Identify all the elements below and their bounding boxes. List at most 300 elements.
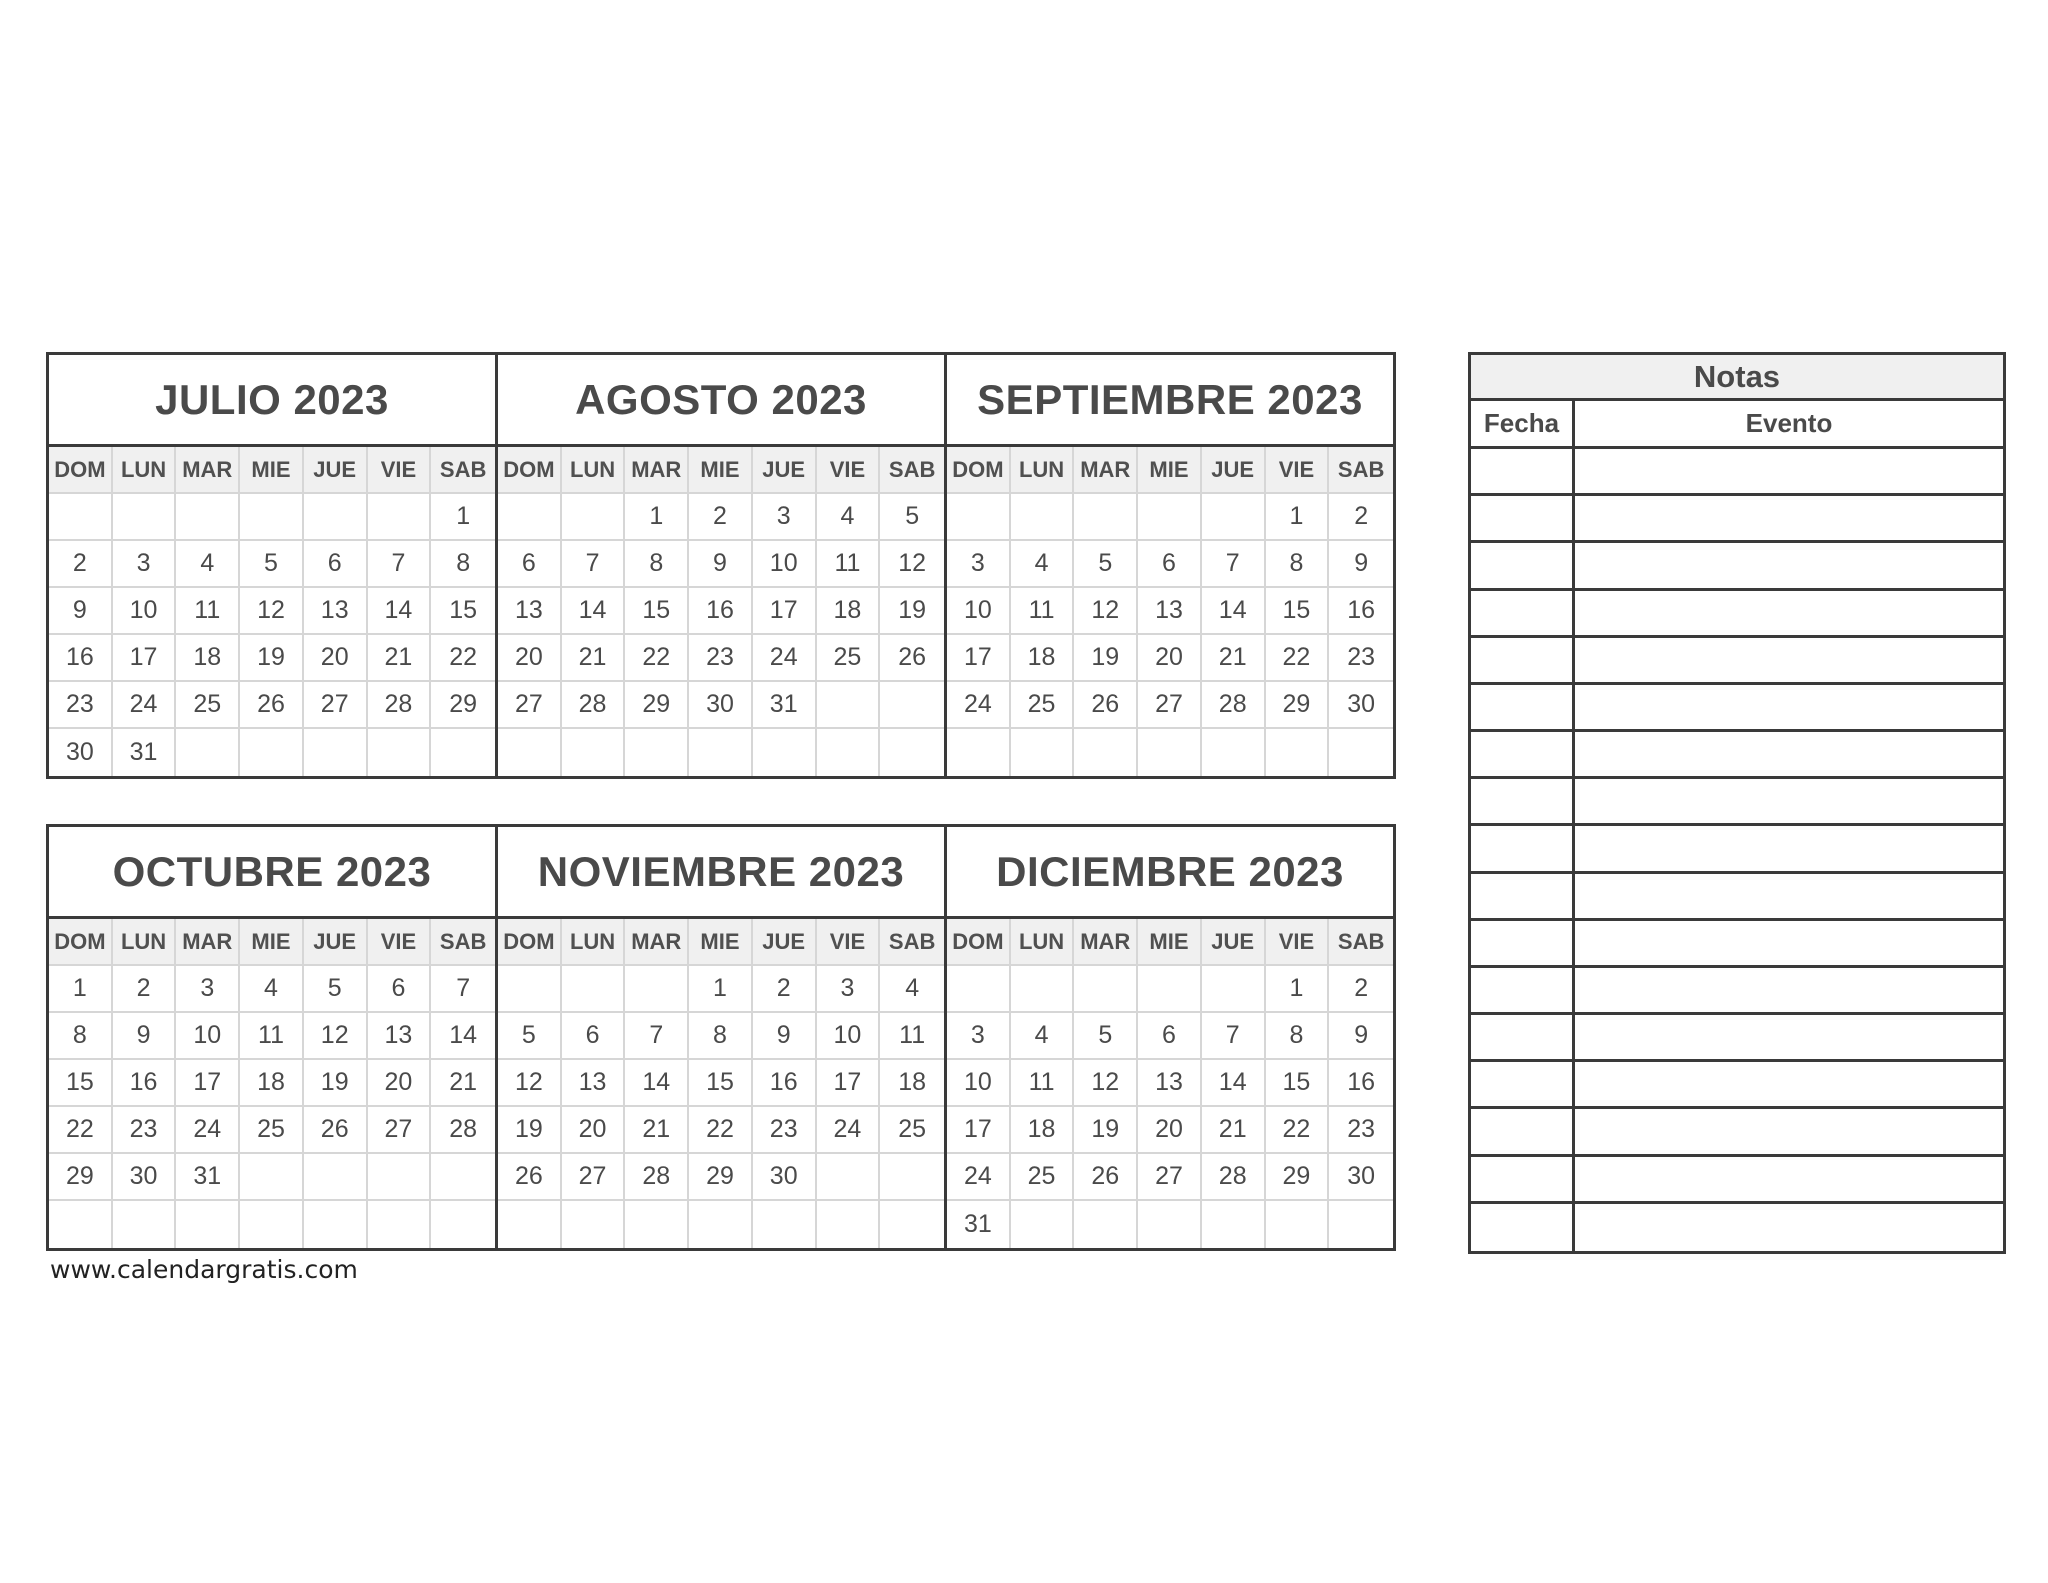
weekday-header: MIE xyxy=(240,447,304,494)
day-cell: 1 xyxy=(625,494,689,541)
month-title: AGOSTO 2023 xyxy=(498,355,944,447)
day-cell: 21 xyxy=(431,1060,495,1107)
day-cell: 31 xyxy=(176,1154,240,1201)
day-cell xyxy=(880,682,944,729)
day-cell: 18 xyxy=(880,1060,944,1107)
day-cell: 30 xyxy=(1329,682,1393,729)
day-cell: 10 xyxy=(947,1060,1011,1107)
day-cell xyxy=(625,729,689,776)
day-cell: 30 xyxy=(753,1154,817,1201)
notes-date-cell xyxy=(1471,1109,1575,1156)
day-cell: 10 xyxy=(113,588,177,635)
month-title: DICIEMBRE 2023 xyxy=(947,827,1393,919)
day-cell xyxy=(1011,1201,1075,1248)
day-cell: 2 xyxy=(689,494,753,541)
day-cell: 23 xyxy=(1329,635,1393,682)
day-cell: 12 xyxy=(880,541,944,588)
month-calendar xyxy=(495,352,947,779)
month-grid xyxy=(49,447,495,776)
day-cell xyxy=(562,494,626,541)
day-cell: 22 xyxy=(625,635,689,682)
day-cell xyxy=(562,966,626,1013)
day-cell: 16 xyxy=(49,635,113,682)
day-cell: 28 xyxy=(625,1154,689,1201)
day-cell: 4 xyxy=(1011,1013,1075,1060)
day-cell xyxy=(880,1154,944,1201)
day-cell xyxy=(113,494,177,541)
day-cell: 20 xyxy=(1138,1107,1202,1154)
day-cell: 8 xyxy=(1266,541,1330,588)
day-cell xyxy=(947,966,1011,1013)
day-cell xyxy=(49,494,113,541)
day-cell: 20 xyxy=(1138,635,1202,682)
day-cell: 13 xyxy=(1138,588,1202,635)
day-cell: 11 xyxy=(240,1013,304,1060)
day-cell: 6 xyxy=(368,966,432,1013)
notes-date-cell xyxy=(1471,826,1575,873)
weekday-header: MAR xyxy=(625,919,689,966)
day-cell: 5 xyxy=(240,541,304,588)
notes-date-cell xyxy=(1471,638,1575,685)
day-cell: 21 xyxy=(1202,635,1266,682)
notes-date-header: Fecha xyxy=(1471,401,1575,449)
day-cell: 2 xyxy=(1329,966,1393,1013)
notes-panel xyxy=(1468,352,2006,1254)
day-cell: 25 xyxy=(240,1107,304,1154)
day-cell: 15 xyxy=(431,588,495,635)
day-cell: 11 xyxy=(817,541,881,588)
day-cell: 18 xyxy=(1011,1107,1075,1154)
weekday-header: JUE xyxy=(753,447,817,494)
weekday-header: JUE xyxy=(1202,447,1266,494)
day-cell: 30 xyxy=(113,1154,177,1201)
day-cell: 4 xyxy=(176,541,240,588)
day-cell xyxy=(498,494,562,541)
weekday-header: DOM xyxy=(49,447,113,494)
day-cell: 9 xyxy=(689,541,753,588)
day-cell xyxy=(304,1201,368,1248)
day-cell: 28 xyxy=(1202,1154,1266,1201)
day-cell: 26 xyxy=(240,682,304,729)
day-cell: 23 xyxy=(753,1107,817,1154)
day-cell: 4 xyxy=(1011,541,1075,588)
day-cell: 2 xyxy=(1329,494,1393,541)
day-cell: 27 xyxy=(498,682,562,729)
day-cell: 29 xyxy=(1266,1154,1330,1201)
day-cell xyxy=(1138,1201,1202,1248)
day-cell: 9 xyxy=(753,1013,817,1060)
month-calendar xyxy=(944,352,1396,779)
day-cell: 11 xyxy=(880,1013,944,1060)
day-cell: 20 xyxy=(304,635,368,682)
notes-event-cell xyxy=(1575,779,2003,826)
weekday-header: SAB xyxy=(431,919,495,966)
day-cell: 27 xyxy=(1138,1154,1202,1201)
month-calendar xyxy=(944,824,1396,1251)
notes-event-cell xyxy=(1575,1015,2003,1062)
notes-date-cell xyxy=(1471,1204,1575,1251)
day-cell: 26 xyxy=(1074,682,1138,729)
day-cell xyxy=(1329,1201,1393,1248)
weekday-header: SAB xyxy=(1329,447,1393,494)
day-cell: 22 xyxy=(431,635,495,682)
day-cell xyxy=(753,1201,817,1248)
day-cell: 26 xyxy=(304,1107,368,1154)
day-cell: 16 xyxy=(1329,588,1393,635)
day-cell: 31 xyxy=(947,1201,1011,1248)
notes-date-cell xyxy=(1471,921,1575,968)
day-cell xyxy=(304,494,368,541)
month-title: NOVIEMBRE 2023 xyxy=(498,827,944,919)
notes-event-cell xyxy=(1575,591,2003,638)
day-cell: 29 xyxy=(49,1154,113,1201)
day-cell xyxy=(1011,729,1075,776)
notes-event-cell xyxy=(1575,826,2003,873)
day-cell: 8 xyxy=(431,541,495,588)
day-cell xyxy=(113,1201,177,1248)
day-cell: 12 xyxy=(304,1013,368,1060)
day-cell: 22 xyxy=(1266,1107,1330,1154)
day-cell xyxy=(304,729,368,776)
day-cell: 25 xyxy=(1011,1154,1075,1201)
day-cell xyxy=(1138,966,1202,1013)
day-cell: 22 xyxy=(689,1107,753,1154)
notes-event-cell xyxy=(1575,874,2003,921)
day-cell: 17 xyxy=(753,588,817,635)
day-cell: 14 xyxy=(1202,1060,1266,1107)
notes-event-cell xyxy=(1575,543,2003,590)
weekday-header: MAR xyxy=(176,447,240,494)
day-cell: 6 xyxy=(304,541,368,588)
notes-date-cell xyxy=(1471,1015,1575,1062)
day-cell: 28 xyxy=(562,682,626,729)
day-cell xyxy=(817,1154,881,1201)
month-grid xyxy=(947,919,1393,1248)
day-cell xyxy=(498,1201,562,1248)
weekday-header: JUE xyxy=(304,447,368,494)
day-cell: 26 xyxy=(1074,1154,1138,1201)
weekday-header: LUN xyxy=(562,447,626,494)
day-cell: 23 xyxy=(1329,1107,1393,1154)
day-cell: 26 xyxy=(880,635,944,682)
day-cell: 9 xyxy=(113,1013,177,1060)
day-cell: 28 xyxy=(368,682,432,729)
day-cell: 5 xyxy=(304,966,368,1013)
notes-event-cell xyxy=(1575,921,2003,968)
day-cell: 3 xyxy=(947,541,1011,588)
day-cell xyxy=(1074,1201,1138,1248)
day-cell: 14 xyxy=(368,588,432,635)
weekday-header: VIE xyxy=(368,447,432,494)
day-cell xyxy=(880,729,944,776)
day-cell: 2 xyxy=(49,541,113,588)
weekday-header: MIE xyxy=(689,447,753,494)
day-cell xyxy=(1074,966,1138,1013)
day-cell xyxy=(947,494,1011,541)
day-cell: 17 xyxy=(113,635,177,682)
day-cell: 29 xyxy=(431,682,495,729)
day-cell xyxy=(498,966,562,1013)
day-cell xyxy=(240,494,304,541)
day-cell xyxy=(1202,729,1266,776)
day-cell: 1 xyxy=(1266,966,1330,1013)
day-cell: 7 xyxy=(562,541,626,588)
notes-date-cell xyxy=(1471,591,1575,638)
day-cell xyxy=(176,1201,240,1248)
day-cell: 19 xyxy=(498,1107,562,1154)
day-cell: 4 xyxy=(240,966,304,1013)
day-cell xyxy=(240,729,304,776)
day-cell xyxy=(562,729,626,776)
day-cell: 22 xyxy=(1266,635,1330,682)
day-cell: 15 xyxy=(625,588,689,635)
day-cell: 27 xyxy=(304,682,368,729)
day-cell: 29 xyxy=(689,1154,753,1201)
notes-date-cell xyxy=(1471,685,1575,732)
day-cell: 7 xyxy=(1202,541,1266,588)
day-cell xyxy=(817,1201,881,1248)
day-cell xyxy=(562,1201,626,1248)
weekday-header: LUN xyxy=(113,447,177,494)
day-cell: 7 xyxy=(431,966,495,1013)
weekday-header: VIE xyxy=(817,919,881,966)
notes-date-cell xyxy=(1471,732,1575,779)
day-cell: 25 xyxy=(880,1107,944,1154)
day-cell xyxy=(880,1201,944,1248)
notes-date-cell xyxy=(1471,874,1575,921)
day-cell: 8 xyxy=(1266,1013,1330,1060)
notes-event-cell xyxy=(1575,638,2003,685)
notes-date-cell xyxy=(1471,1062,1575,1109)
day-cell: 28 xyxy=(431,1107,495,1154)
day-cell: 30 xyxy=(1329,1154,1393,1201)
day-cell xyxy=(49,1201,113,1248)
day-cell xyxy=(368,494,432,541)
day-cell: 3 xyxy=(947,1013,1011,1060)
day-cell: 24 xyxy=(947,682,1011,729)
day-cell: 19 xyxy=(880,588,944,635)
day-cell: 1 xyxy=(431,494,495,541)
day-cell: 25 xyxy=(176,682,240,729)
day-cell: 7 xyxy=(368,541,432,588)
notes-event-cell xyxy=(1575,496,2003,543)
weekday-header: LUN xyxy=(562,919,626,966)
day-cell: 13 xyxy=(498,588,562,635)
day-cell xyxy=(1202,966,1266,1013)
day-cell: 29 xyxy=(1266,682,1330,729)
notes-event-cell xyxy=(1575,1204,2003,1251)
day-cell xyxy=(431,1201,495,1248)
day-cell xyxy=(1202,494,1266,541)
day-cell: 26 xyxy=(498,1154,562,1201)
day-cell: 4 xyxy=(880,966,944,1013)
notes-date-cell xyxy=(1471,968,1575,1015)
month-grid xyxy=(49,919,495,1248)
day-cell: 27 xyxy=(562,1154,626,1201)
day-cell xyxy=(625,1201,689,1248)
day-cell: 21 xyxy=(562,635,626,682)
day-cell: 10 xyxy=(947,588,1011,635)
day-cell: 10 xyxy=(753,541,817,588)
notes-title: Notas xyxy=(1471,355,2003,401)
day-cell xyxy=(1138,494,1202,541)
day-cell xyxy=(1266,1201,1330,1248)
day-cell: 18 xyxy=(176,635,240,682)
notes-event-cell xyxy=(1575,1157,2003,1204)
weekday-header: JUE xyxy=(1202,919,1266,966)
weekday-header: VIE xyxy=(817,447,881,494)
day-cell: 21 xyxy=(1202,1107,1266,1154)
weekday-header: MIE xyxy=(689,919,753,966)
day-cell: 15 xyxy=(1266,588,1330,635)
day-cell: 9 xyxy=(1329,1013,1393,1060)
day-cell: 16 xyxy=(113,1060,177,1107)
weekday-header: VIE xyxy=(368,919,432,966)
day-cell: 28 xyxy=(1202,682,1266,729)
day-cell xyxy=(1138,729,1202,776)
day-cell: 13 xyxy=(1138,1060,1202,1107)
day-cell: 15 xyxy=(1266,1060,1330,1107)
weekday-header: LUN xyxy=(113,919,177,966)
day-cell: 2 xyxy=(753,966,817,1013)
day-cell xyxy=(176,494,240,541)
day-cell: 13 xyxy=(304,588,368,635)
day-cell xyxy=(1011,966,1075,1013)
day-cell: 3 xyxy=(113,541,177,588)
day-cell: 15 xyxy=(49,1060,113,1107)
day-cell: 24 xyxy=(176,1107,240,1154)
day-cell: 8 xyxy=(49,1013,113,1060)
month-calendar xyxy=(46,352,498,779)
day-cell: 16 xyxy=(1329,1060,1393,1107)
day-cell: 2 xyxy=(113,966,177,1013)
day-cell: 4 xyxy=(817,494,881,541)
day-cell: 19 xyxy=(240,635,304,682)
weekday-header: JUE xyxy=(753,919,817,966)
day-cell: 25 xyxy=(1011,682,1075,729)
month-grid xyxy=(947,447,1393,776)
weekday-header: DOM xyxy=(498,447,562,494)
day-cell: 20 xyxy=(368,1060,432,1107)
weekday-header: DOM xyxy=(947,919,1011,966)
day-cell: 29 xyxy=(625,682,689,729)
notes-event-cell xyxy=(1575,1062,2003,1109)
day-cell: 30 xyxy=(49,729,113,776)
day-cell: 27 xyxy=(1138,682,1202,729)
day-cell: 1 xyxy=(1266,494,1330,541)
weekday-header: DOM xyxy=(947,447,1011,494)
notes-date-cell xyxy=(1471,449,1575,496)
notes-date-cell xyxy=(1471,779,1575,826)
notes-event-cell xyxy=(1575,732,2003,779)
weekday-header: SAB xyxy=(1329,919,1393,966)
day-cell xyxy=(689,729,753,776)
day-cell: 19 xyxy=(1074,1107,1138,1154)
weekday-header: DOM xyxy=(498,919,562,966)
day-cell xyxy=(368,729,432,776)
weekday-header: LUN xyxy=(1011,447,1075,494)
day-cell: 21 xyxy=(368,635,432,682)
day-cell xyxy=(240,1201,304,1248)
month-calendar xyxy=(495,824,947,1251)
day-cell: 27 xyxy=(368,1107,432,1154)
day-cell: 8 xyxy=(689,1013,753,1060)
notes-date-cell xyxy=(1471,543,1575,590)
weekday-header: MIE xyxy=(240,919,304,966)
day-cell xyxy=(176,729,240,776)
day-cell: 17 xyxy=(947,635,1011,682)
day-cell: 3 xyxy=(753,494,817,541)
day-cell: 13 xyxy=(562,1060,626,1107)
day-cell: 9 xyxy=(49,588,113,635)
day-cell: 12 xyxy=(240,588,304,635)
day-cell: 24 xyxy=(753,635,817,682)
day-cell: 19 xyxy=(1074,635,1138,682)
day-cell xyxy=(1074,494,1138,541)
day-cell: 6 xyxy=(1138,1013,1202,1060)
day-cell: 15 xyxy=(689,1060,753,1107)
day-cell: 17 xyxy=(176,1060,240,1107)
day-cell: 12 xyxy=(498,1060,562,1107)
day-cell: 30 xyxy=(689,682,753,729)
day-cell: 31 xyxy=(113,729,177,776)
day-cell xyxy=(689,1201,753,1248)
day-cell xyxy=(1266,729,1330,776)
day-cell: 14 xyxy=(562,588,626,635)
day-cell: 18 xyxy=(817,588,881,635)
weekday-header: SAB xyxy=(880,447,944,494)
day-cell xyxy=(304,1154,368,1201)
weekday-header: MAR xyxy=(1074,919,1138,966)
day-cell: 9 xyxy=(1329,541,1393,588)
day-cell xyxy=(368,1201,432,1248)
day-cell: 24 xyxy=(113,682,177,729)
day-cell xyxy=(368,1154,432,1201)
weekday-header: JUE xyxy=(304,919,368,966)
day-cell: 18 xyxy=(240,1060,304,1107)
notes-event-cell xyxy=(1575,968,2003,1015)
weekday-header: SAB xyxy=(880,919,944,966)
day-cell: 17 xyxy=(947,1107,1011,1154)
day-cell: 5 xyxy=(880,494,944,541)
month-grid xyxy=(498,447,944,776)
day-cell: 12 xyxy=(1074,1060,1138,1107)
day-cell: 31 xyxy=(753,682,817,729)
weekday-header: VIE xyxy=(1266,447,1330,494)
weekday-header: DOM xyxy=(49,919,113,966)
day-cell: 10 xyxy=(176,1013,240,1060)
day-cell: 16 xyxy=(753,1060,817,1107)
day-cell: 14 xyxy=(431,1013,495,1060)
month-title: OCTUBRE 2023 xyxy=(49,827,495,919)
day-cell: 1 xyxy=(49,966,113,1013)
month-calendar xyxy=(46,824,498,1251)
notes-event-cell xyxy=(1575,685,2003,732)
notes-date-cell xyxy=(1471,496,1575,543)
day-cell: 14 xyxy=(1202,588,1266,635)
day-cell: 7 xyxy=(625,1013,689,1060)
day-cell: 16 xyxy=(689,588,753,635)
weekday-header: MAR xyxy=(1074,447,1138,494)
day-cell: 24 xyxy=(947,1154,1011,1201)
day-cell xyxy=(947,729,1011,776)
weekday-header: MIE xyxy=(1138,447,1202,494)
weekday-header: MIE xyxy=(1138,919,1202,966)
day-cell xyxy=(753,729,817,776)
notes-date-cell xyxy=(1471,1157,1575,1204)
day-cell: 7 xyxy=(1202,1013,1266,1060)
day-cell: 17 xyxy=(817,1060,881,1107)
